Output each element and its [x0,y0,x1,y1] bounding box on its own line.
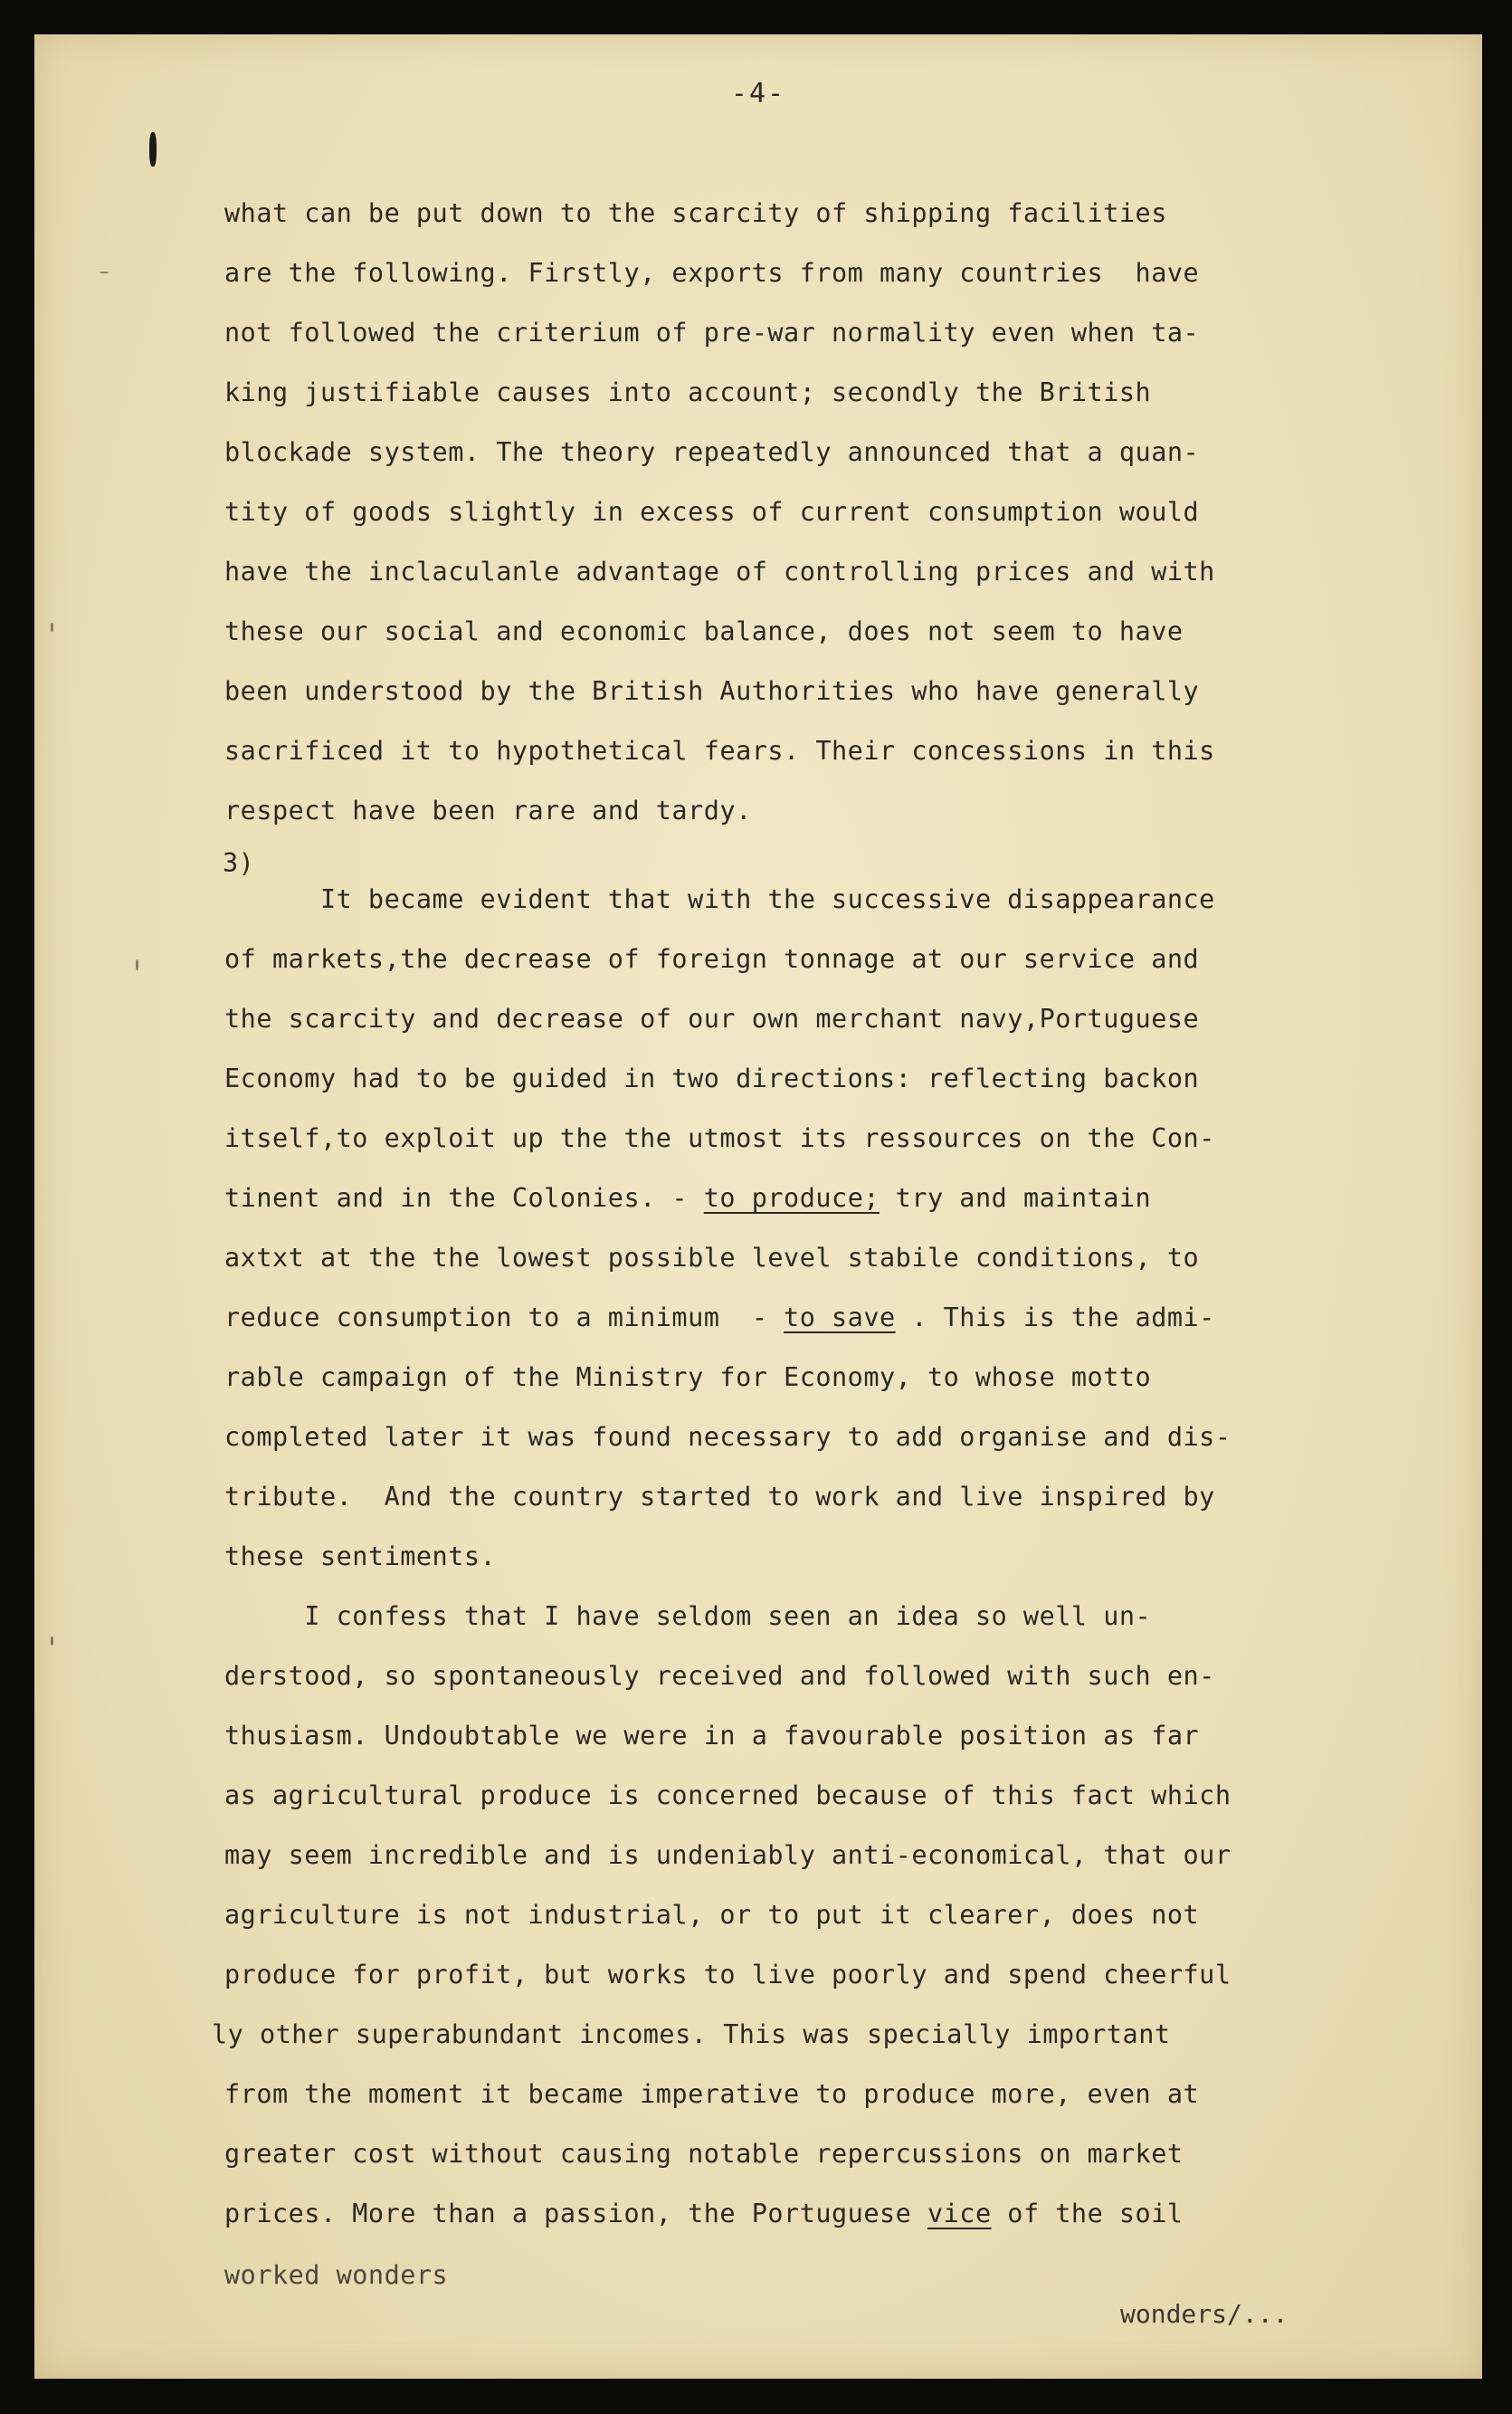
text-line: axtxt at the the lowest possible level stabile conditions, to [224,1243,1200,1273]
text-line: worked wonders [224,2260,449,2290]
text-line [224,2196,1184,2232]
text-segment: prices. More than a passion, the Portuguese [224,2199,927,2228]
text-segment: tinent and in the Colonies. - [224,1183,704,1213]
text-line: king justifiable causes into account; secondly the British [224,377,1152,407]
text-segment: of the soil [991,2199,1184,2228]
text-segment: try and maintain [880,1183,1152,1213]
text-line: completed later it was found necessary to add organise and dis- [224,1422,1231,1452]
text-line: ly other superabundant incomes. This was specially important [212,2019,1171,2049]
text-line: sacrificed it to hypothetical fears. Their concessions in this [224,736,1215,766]
text-line: rable campaign of the Ministry for Economy, to whose motto [224,1362,1152,1392]
text-line [224,1300,1215,1336]
margin-ink-mark [149,132,157,167]
text-line: these sentiments. [224,1541,497,1571]
text-line: I confess that I have seldom seen an idea so well un- [224,1601,1152,1631]
text-segment: . This is the admi- [895,1302,1215,1332]
text-line: been understood by the British Authorities who have generally [224,676,1200,706]
text-line: of markets,the decrease of foreign tonnage at our service and [224,944,1200,974]
underlined-word: vice [927,2199,992,2228]
text-line: from the moment it became imperative to produce more, even at [224,2079,1200,2109]
margin-ink-mark [100,272,109,273]
text-line: blockade system. The theory repeatedly announced that a quan- [224,437,1200,467]
text-line: thusiasm. Undoubtable we were in a favourable position as far [224,1721,1200,1751]
text-line: have the inclaculanle advantage of controlling prices and with [224,557,1215,587]
text-line: are the following. Firstly, exports from many countries have [224,258,1200,288]
text-line: agriculture is not industrial, or to put it clearer, does not [224,1900,1200,1930]
text-line: these our social and economic balance, does not seem to have [224,616,1184,646]
text-line: It became evident that with the successive disappearance [224,884,1215,914]
margin-ink-mark [51,1636,53,1646]
text-line: produce for profit, but works to live poorly and spend cheerful [224,1960,1231,1989]
underlined-phrase: to produce; [703,1183,880,1213]
margin-ink-mark [136,959,138,970]
text-line: what can be put down to the scarcity of shipping facilities [224,198,1167,228]
page-number: -4- [730,78,786,110]
text-line: Economy had to be guided in two directions: reflecting backon [224,1064,1200,1093]
underlined-phrase: to save [784,1302,896,1332]
margin-ink-mark [51,623,53,632]
text-line [224,1180,1151,1217]
text-segment: reduce consumption to a minimum - [224,1302,785,1332]
text-line: derstood, so spontaneously received and followed with such en- [224,1661,1215,1691]
text-line: itself,to exploit up the the utmost its ressources on the Con- [224,1123,1215,1153]
text-line: may seem incredible and is undeniably anti-economical, that our [224,1840,1231,1870]
text-line: respect have been rare and tardy. [224,796,752,825]
text-line: greater cost without causing notable repercussions on market [224,2139,1184,2169]
text-line: tity of goods slightly in excess of current consumption would [224,497,1200,527]
text-line: as agricultural produce is concerned because of this fact which [224,1780,1231,1810]
text-line: tribute. And the country started to work and live inspired by [224,1482,1215,1512]
text-line: not followed the criterium of pre-war normality even when ta- [224,318,1200,348]
section-marker: 3) [223,848,255,878]
document-page [34,34,1482,2379]
text-line: the scarcity and decrease of our own merchant navy,Portuguese [224,1004,1200,1034]
catchword: wonders/... [1120,2299,1289,2329]
